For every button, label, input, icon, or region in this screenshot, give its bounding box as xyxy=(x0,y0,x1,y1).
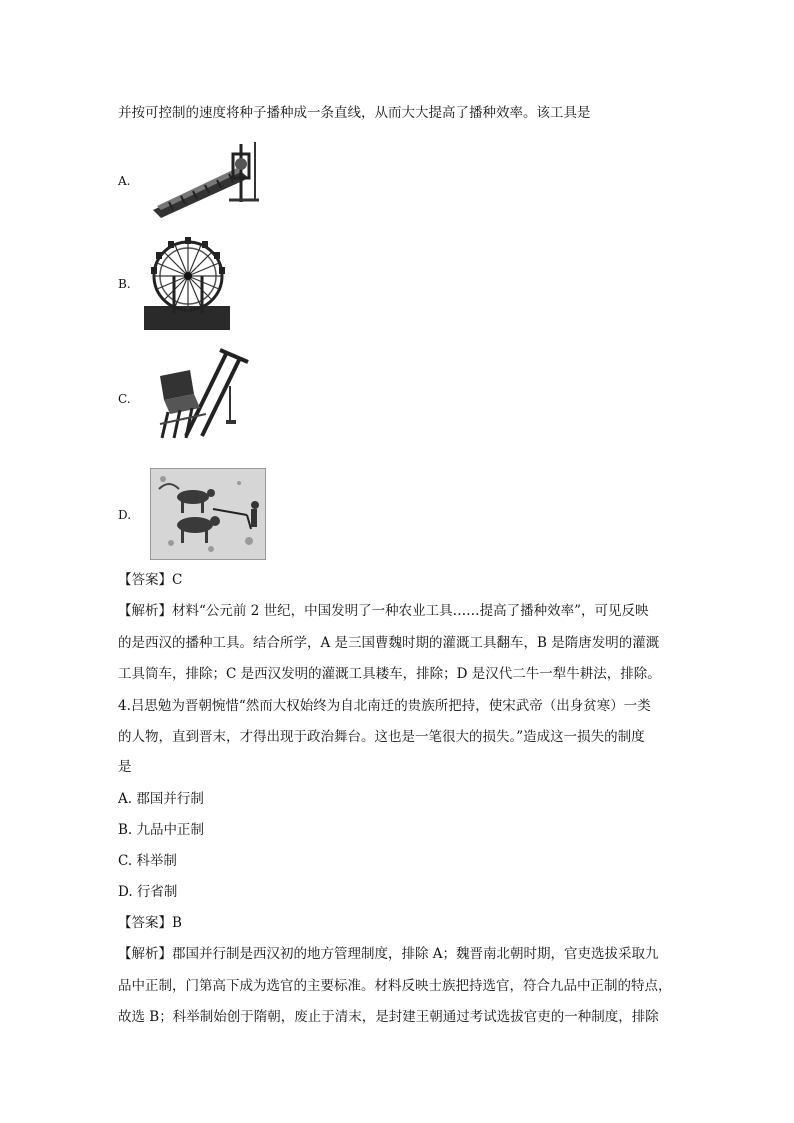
question4-analysis-line: 【解析】郡国并行制是西汉初的地方管理制度，排除 A；魏晋南北朝时期，官吏选拔采取九 xyxy=(118,946,659,962)
option-a-image xyxy=(149,140,261,222)
question4-stem-line: 的人物，直到晋末，才得出现于政治舞台。这也是一笔很大的损失。”造成这一损失的制度 xyxy=(118,729,645,745)
question4-stem-line: 4.吕思勉为晋朝惋惜“然而大权始终为自北南迁的贵族所把持，使宋武帝（出身贫寒）一类 xyxy=(118,698,651,714)
question4-option-a: A. 郡国并行制 xyxy=(118,791,204,807)
question4-option-c: C. 科举制 xyxy=(118,853,177,869)
question4-analysis-line: 品中正制，门第高下成为选官的主要标准。材料反映士族把持选官，符合九品中正制的特点， xyxy=(118,978,672,994)
question4-stem-line: 是 xyxy=(118,759,132,775)
question3-stem: 并按可控制的速度将种子播种成一条直线，从而大大提高了播种效率。该工具是 xyxy=(118,105,591,121)
question4-option-b: B. 九品中正制 xyxy=(118,822,205,838)
option-c-label: C. xyxy=(118,392,131,406)
option-d-image xyxy=(150,468,266,560)
option-c-image xyxy=(150,346,250,444)
question3-analysis-line: 【解析】材料“公元前 2 世纪，中国发明了一种农业工具……提高了播种效率”，可见反映 xyxy=(118,603,649,619)
question3-analysis-line: 的是西汉的播种工具。结合所学，A 是三国曹魏时期的灌溉工具翻车，B 是隋唐发明的灌溉 xyxy=(118,635,660,651)
question4-option-d: D. 行省制 xyxy=(118,884,178,900)
option-b-image xyxy=(144,234,230,330)
option-b-label: B. xyxy=(118,277,131,291)
option-d-label: D. xyxy=(118,508,132,522)
question4-answer: 【答案】B xyxy=(118,915,182,931)
question3-answer: 【答案】C xyxy=(118,572,183,588)
option-a-label: A. xyxy=(118,174,131,188)
question4-analysis-line: 故选 B；科举制始创于隋朝，废止于清末，是封建王朝通过考试选拔官吏的一种制度，排除 xyxy=(118,1009,659,1025)
question3-analysis-line: 工具筒车，排除；C 是西汉发明的灌溉工具耧车，排除；D 是汉代二牛一犁牛耕法，排除。 xyxy=(118,666,661,682)
